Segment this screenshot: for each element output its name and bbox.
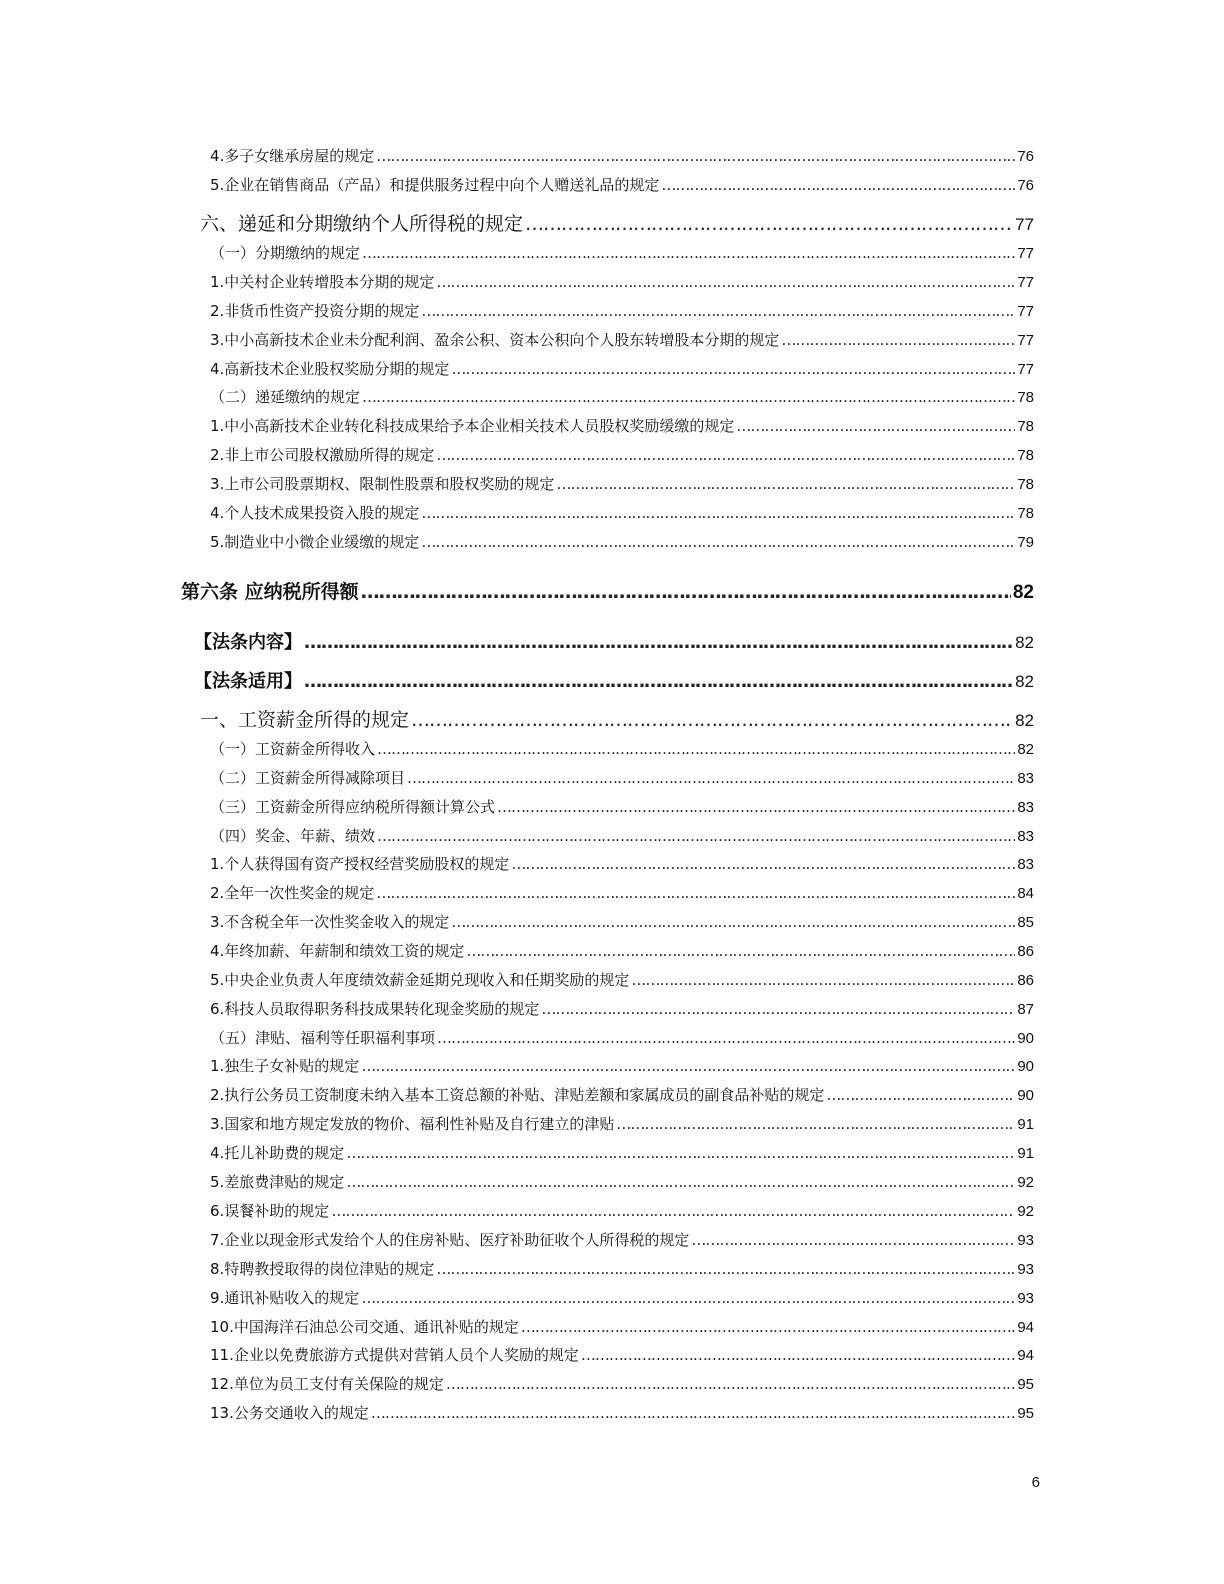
toc-entry-title: 4.年终加薪、年薪制和绩效工资的规定 — [210, 942, 465, 960]
dot-leader — [361, 581, 1011, 603]
toc-entry-page: 82 — [1012, 582, 1034, 603]
toc-entry-title: 4.个人技术成果投资入股的规定 — [210, 504, 420, 522]
dot-leader — [631, 971, 1015, 989]
toc-entry-page: 83 — [1017, 799, 1034, 816]
dot-leader — [371, 1404, 1015, 1422]
toc-entry-page: 82 — [1015, 633, 1034, 652]
toc-entry[interactable] — [210, 853, 1034, 874]
toc-entry[interactable] — [210, 444, 1034, 465]
toc-entry-title: 4.托儿补助费的规定 — [210, 1144, 345, 1162]
toc-entry-page: 92 — [1017, 1174, 1034, 1191]
toc-entry-page: 90 — [1017, 1030, 1034, 1047]
dot-leader — [466, 942, 1015, 960]
toc-entry-page: 77 — [1015, 215, 1034, 234]
toc-entry-title: （二）工资薪金所得减除项目 — [210, 769, 406, 787]
dot-leader — [525, 213, 1013, 235]
toc-entry-title: 8.特聘教授取得的岗位津贴的规定 — [210, 1260, 435, 1278]
toc-entry[interactable] — [210, 998, 1034, 1019]
toc-entry-page: 79 — [1017, 534, 1034, 551]
toc-entry-page: 78 — [1017, 418, 1034, 435]
toc-entry-page: 94 — [1017, 1319, 1034, 1336]
dot-leader — [376, 147, 1015, 165]
dot-leader — [511, 855, 1015, 873]
dot-leader — [377, 740, 1015, 758]
toc-entry[interactable] — [210, 1344, 1034, 1365]
toc-entry[interactable] — [210, 242, 1034, 263]
toc-entry-page: 78 — [1017, 447, 1034, 464]
toc-entry[interactable] — [194, 667, 1034, 693]
toc-entry-page: 82 — [1015, 711, 1034, 730]
dot-leader — [421, 302, 1015, 320]
toc-entry[interactable] — [210, 1287, 1034, 1308]
toc-entry-page: 78 — [1017, 476, 1034, 493]
toc-entry[interactable] — [210, 1084, 1034, 1105]
dot-leader — [616, 1115, 1015, 1133]
toc-entry[interactable] — [200, 705, 1034, 732]
dot-leader — [361, 1057, 1015, 1075]
dot-leader — [421, 533, 1015, 551]
toc-entry-page: 83 — [1017, 770, 1034, 787]
toc-entry[interactable] — [194, 628, 1034, 654]
toc-entry-page: 91 — [1017, 1116, 1034, 1133]
toc-entry-title: 5.中央企业负责人年度绩效薪金延期兑现收入和任期奖励的规定 — [210, 971, 630, 989]
dot-leader — [304, 632, 1013, 653]
toc-entry-title: 3.中小高新技术企业未分配利润、盈余公积、资本公积向个人股东转增股本分期的规定 — [210, 331, 780, 349]
toc-entry-page: 92 — [1017, 1203, 1034, 1220]
toc-entry[interactable] — [210, 1142, 1034, 1163]
toc-entry-title: 六、递延和分期缴纳个人所得税的规定 — [200, 213, 524, 235]
toc-entry-title: 5.企业在销售商品（产品）和提供服务过程中向个人赠送礼品的规定 — [210, 176, 660, 194]
toc-entry-page: 77 — [1017, 245, 1034, 262]
toc-entry[interactable] — [210, 796, 1034, 817]
dot-leader — [581, 1346, 1015, 1364]
dot-leader — [497, 798, 1015, 816]
toc-entry-page: 87 — [1017, 1001, 1034, 1018]
toc-entry-page: 90 — [1017, 1087, 1034, 1104]
toc-entry[interactable] — [210, 174, 1034, 195]
toc-entry-page: 82 — [1017, 741, 1034, 758]
toc-entry-title: 1.独生子女补贴的规定 — [210, 1057, 360, 1075]
dot-leader — [362, 244, 1015, 262]
toc-entry-title: 2.非货币性资产投资分期的规定 — [210, 302, 420, 320]
toc-entry-title: 一、工资薪金所得的规定 — [200, 709, 410, 731]
toc-entry-title: （三）工资薪金所得应纳税所得额计算公式 — [210, 798, 496, 816]
toc-entry-title: 9.通讯补贴收入的规定 — [210, 1289, 360, 1307]
toc-entry[interactable] — [210, 1316, 1034, 1337]
dot-leader — [446, 1375, 1015, 1393]
toc-entry-page: 77 — [1017, 274, 1034, 291]
dot-leader — [376, 884, 1015, 902]
toc-entry[interactable] — [200, 209, 1034, 236]
toc-entry[interactable] — [210, 767, 1034, 788]
toc-entry-title: 11.企业以免费旅游方式提供对营销人员个人奖励的规定 — [210, 1346, 579, 1364]
dot-leader — [691, 1231, 1015, 1249]
toc-entry-title: 12.单位为员工支付有关保险的规定 — [210, 1375, 444, 1393]
toc-entry-title: 2.非上市公司股权激励所得的规定 — [210, 446, 435, 464]
toc-entry-title: 6.科技人员取得职务科技成果转化现金奖励的规定 — [210, 1000, 540, 1018]
dot-leader — [451, 913, 1015, 931]
toc-entry-page: 83 — [1017, 828, 1034, 845]
toc-entry[interactable] — [210, 1258, 1034, 1279]
toc-entry-title: 1.中关村企业转增股本分期的规定 — [210, 273, 435, 291]
dot-leader — [661, 176, 1015, 194]
toc-entry-page: 84 — [1017, 885, 1034, 902]
toc-entry[interactable] — [210, 1373, 1034, 1394]
toc-entry[interactable] — [210, 1200, 1034, 1221]
toc-entry[interactable] — [210, 1229, 1034, 1250]
toc-entry[interactable] — [210, 415, 1034, 436]
toc-entry-title: 4.多子女继承房屋的规定 — [210, 147, 375, 165]
toc-entry[interactable] — [210, 473, 1034, 494]
page-number: 6 — [1031, 1474, 1040, 1491]
dot-leader — [436, 1260, 1015, 1278]
toc-entry-title: 1.个人获得国有资产授权经营奖励股权的规定 — [210, 855, 510, 873]
dot-leader — [736, 417, 1015, 435]
toc-entry-title: 4.高新技术企业股权奖励分期的规定 — [210, 360, 450, 378]
dot-leader — [362, 388, 1015, 406]
toc-entry[interactable] — [210, 940, 1034, 961]
toc-entry-page: 90 — [1017, 1058, 1034, 1075]
dot-leader — [304, 671, 1013, 692]
toc-entry-page: 85 — [1017, 914, 1034, 931]
toc-entry[interactable] — [210, 1171, 1034, 1192]
toc-entry-page: 95 — [1017, 1376, 1034, 1393]
dot-leader — [331, 1202, 1015, 1220]
toc-entry-title: 5.差旅费津贴的规定 — [210, 1173, 345, 1191]
dot-leader — [411, 709, 1013, 731]
toc-entry[interactable] — [210, 1402, 1034, 1423]
toc-entry[interactable] — [210, 271, 1034, 292]
toc-entry[interactable] — [210, 386, 1034, 407]
dot-leader — [781, 331, 1015, 349]
toc-entry-page: 78 — [1017, 389, 1034, 406]
dot-leader — [421, 504, 1015, 522]
dot-leader — [826, 1086, 1015, 1104]
toc-entry-page: 91 — [1017, 1145, 1034, 1162]
toc-entry[interactable] — [210, 825, 1034, 846]
toc-entry-title: 2.全年一次性奖金的规定 — [210, 884, 375, 902]
toc-entry[interactable] — [210, 145, 1034, 166]
toc-entry-title: 3.国家和地方规定发放的物价、福利性补贴及自行建立的津贴 — [210, 1115, 615, 1133]
toc-entry-page: 82 — [1015, 672, 1034, 691]
toc-entry-page: 86 — [1017, 972, 1034, 989]
dot-leader — [521, 1318, 1015, 1336]
toc-entry-page: 78 — [1017, 505, 1034, 522]
dot-leader — [556, 475, 1015, 493]
toc-entry-title: 2.执行公务员工资制度未纳入基本工资总额的补贴、津贴差额和家属成员的副食品补贴的规定 — [210, 1086, 825, 1104]
toc-entry-page: 76 — [1017, 148, 1034, 165]
toc-entry-page: 86 — [1017, 943, 1034, 960]
toc-entry-title: 【法条适用】 — [194, 671, 302, 692]
toc-entry-page: 77 — [1017, 361, 1034, 378]
toc-entry-title: 1.中小高新技术企业转化科技成果给予本企业相关技术人员股权奖励缓缴的规定 — [210, 417, 735, 435]
dot-leader — [437, 1029, 1015, 1047]
toc-entry-title: 3.不含税全年一次性奖金收入的规定 — [210, 913, 450, 931]
toc-entry-page: 95 — [1017, 1405, 1034, 1422]
toc-entry-page: 93 — [1017, 1261, 1034, 1278]
dot-leader — [346, 1144, 1015, 1162]
toc-entry-page: 76 — [1017, 177, 1034, 194]
toc-entry-page: 94 — [1017, 1347, 1034, 1364]
toc-entry-page: 93 — [1017, 1290, 1034, 1307]
toc-entry-title: （四）奖金、年薪、绩效 — [210, 827, 376, 845]
dot-leader — [346, 1173, 1015, 1191]
dot-leader — [436, 446, 1015, 464]
toc-entry-title: 10.中国海洋石油总公司交通、通讯补贴的规定 — [210, 1318, 519, 1336]
toc-entry-title: （五）津贴、福利等任职福利事项 — [210, 1029, 436, 1047]
toc-entry[interactable] — [210, 358, 1034, 379]
toc-entry[interactable] — [210, 531, 1034, 552]
toc-entry-page: 93 — [1017, 1232, 1034, 1249]
toc-entry-article[interactable] — [181, 577, 1034, 604]
toc-entry[interactable] — [210, 1113, 1034, 1134]
toc-entry-title: （一）分期缴纳的规定 — [210, 244, 361, 262]
toc-entry-title: 【法条内容】 — [194, 632, 302, 653]
toc-entry-title: （二）递延缴纳的规定 — [210, 388, 361, 406]
toc-entry[interactable] — [210, 1055, 1034, 1076]
dot-leader — [361, 1289, 1015, 1307]
toc-entry-title: 3.上市公司股票期权、限制性股票和股权奖励的规定 — [210, 475, 555, 493]
dot-leader — [451, 360, 1015, 378]
toc-entry-page: 77 — [1017, 332, 1034, 349]
toc-entry[interactable] — [210, 911, 1034, 932]
toc-entry[interactable] — [210, 502, 1034, 523]
toc-entry-title: 第六条 应纳税所得额 — [181, 581, 359, 603]
toc-entry-page: 83 — [1017, 856, 1034, 873]
toc-entry-title: 7.企业以现金形式发给个人的住房补贴、医疗补助征收个人所得税的规定 — [210, 1231, 690, 1249]
toc-entry[interactable] — [210, 329, 1034, 350]
toc-entry[interactable] — [210, 1027, 1034, 1048]
toc-entry-page: 77 — [1017, 303, 1034, 320]
toc-entry-title: 5.制造业中小微企业缓缴的规定 — [210, 533, 420, 551]
toc-entry-title: 6.误餐补助的规定 — [210, 1202, 330, 1220]
toc-entry[interactable] — [210, 738, 1034, 759]
dot-leader — [407, 769, 1015, 787]
toc-entry-title: 13.公务交通收入的规定 — [210, 1404, 369, 1422]
toc-entry[interactable] — [210, 969, 1034, 990]
dot-leader — [436, 273, 1015, 291]
toc-entry[interactable] — [210, 882, 1034, 903]
toc-entry[interactable] — [210, 300, 1034, 321]
dot-leader — [541, 1000, 1015, 1018]
dot-leader — [377, 827, 1015, 845]
toc-entry-title: （一）工资薪金所得收入 — [210, 740, 376, 758]
